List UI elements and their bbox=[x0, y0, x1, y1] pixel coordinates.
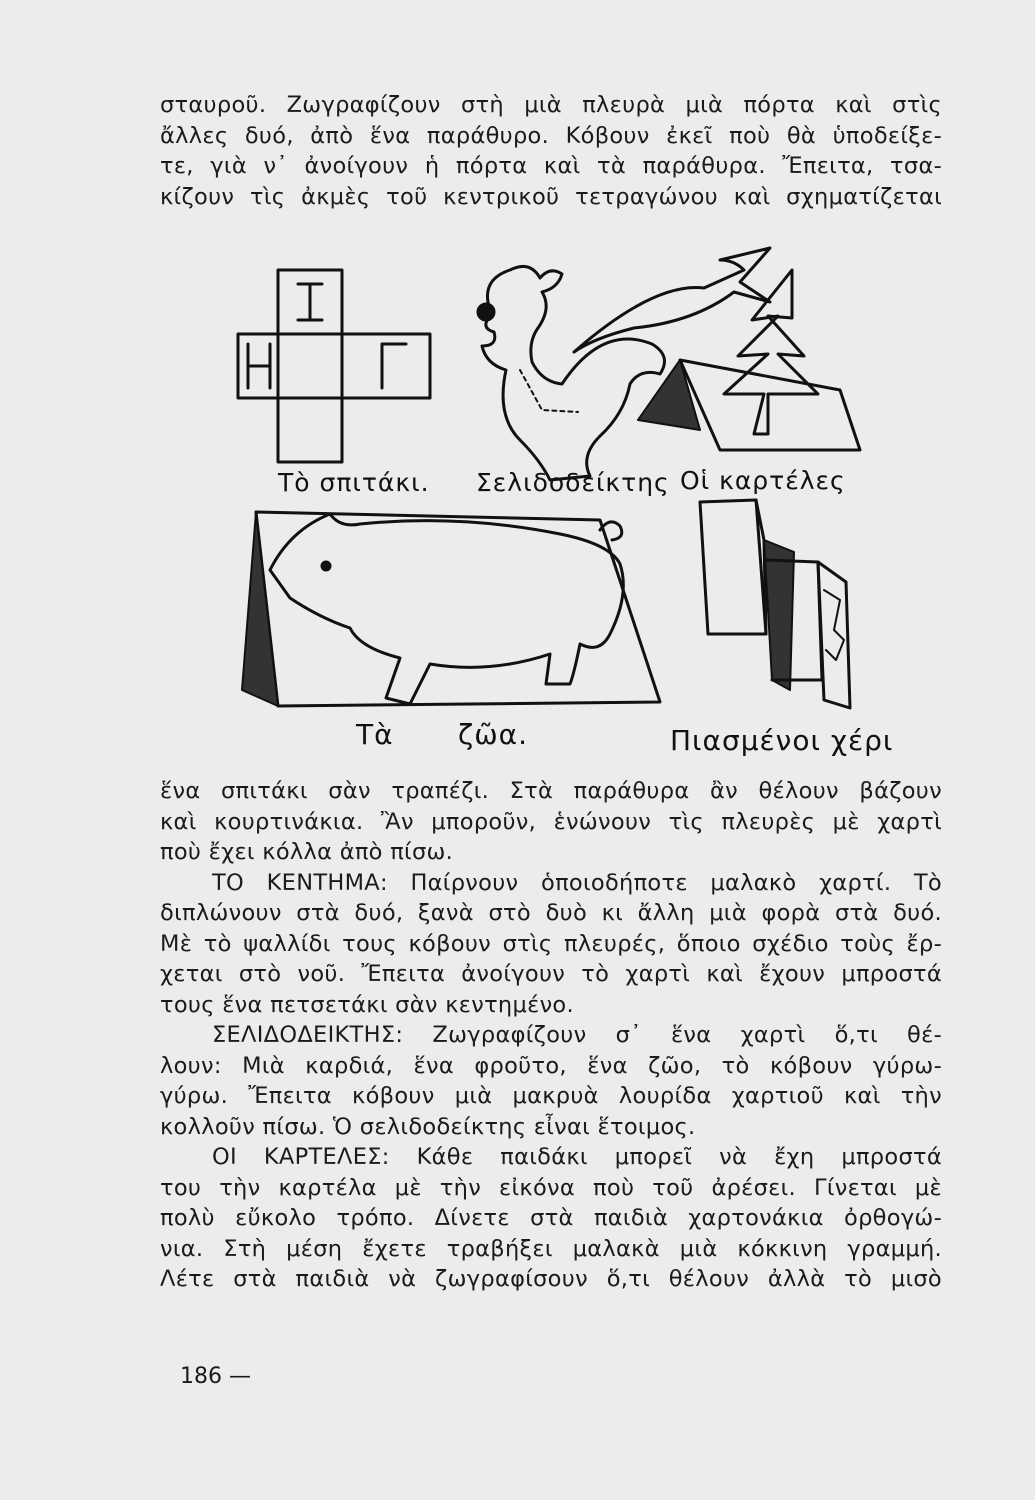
text-line: Λέτε στὰ παιδιὰ νὰ ζωγραφίσουν ὅ,τι θέλουν ἀλλὰ τὸ μισὸ bbox=[160, 1266, 942, 1292]
text-line: λουν: Μιὰ καρδιά, ἕνα φροῦτο, ἕνα ζῶο, τὸ κόβουν γύρω- bbox=[160, 1052, 942, 1079]
text-line: ΤΟ ΚΕΝΤΗΜΑ: Παίρνουν ὁποιοδήποτε μαλακὸ χαρτί. Τὸ bbox=[212, 869, 942, 896]
page-number: 186 — bbox=[180, 1364, 251, 1389]
top-paragraph bbox=[160, 90, 942, 212]
text-line: πολὺ εὔκολο τρόπο. Δίνετε στὰ παιδιὰ χαρτονάκια ὀρθογώ- bbox=[160, 1205, 942, 1231]
illustration-figure bbox=[160, 240, 942, 780]
pig-card-drawing bbox=[242, 512, 660, 706]
text-line: ἄλλες δυό, ἀπὸ ἕνα παράθυρο. Κόβουν ἐκεῖ ποὺ θὰ ὑποδείξε- bbox=[160, 122, 942, 149]
text-line: διπλώνουν στὰ δυό, ξανὰ στὸ δυὸ κι ἄλλη μιὰ φορὰ στὰ δυό. bbox=[160, 900, 942, 926]
text-line: Μὲ τὸ ψαλλίδι τους κόβουν στὶς πλευρές, ὅποιο σχέδιο τοὺς ἔρ- bbox=[160, 930, 942, 957]
hands-chain-drawing bbox=[700, 500, 850, 708]
caption-house: Τὸ σπιτάκι. bbox=[278, 468, 430, 497]
text-line: ἕνα σπιτάκι σὰν τραπέζι. Στὰ παράθυρα ἂν θέλουν βάζουν bbox=[160, 778, 942, 804]
house-net-drawing bbox=[238, 270, 430, 468]
caption-cards: Οἱ καρτέλες bbox=[680, 466, 846, 495]
text-line: τους ἕνα πετσετάκι σὰν κεντημένο. bbox=[160, 991, 574, 1018]
text-line: τε, γιὰ ν᾽ ἀνοίγουν ἡ πόρτα καὶ τὰ παράθυρα. Ἔπειτα, τσα- bbox=[160, 153, 942, 179]
illustration-drawings bbox=[160, 240, 942, 780]
text-line: ποὺ ἔχει κόλλα ἀπὸ πίσω. bbox=[160, 839, 454, 865]
caption-hands: Πιασμένοι χέρι bbox=[670, 724, 894, 757]
caption-bookmark: Σελιδοδείκτης bbox=[476, 468, 670, 497]
text-line: ΟΙ ΚΑΡΤΕΛΕΣ: Κάθε παιδάκι μπορεῖ νὰ ἔχη μπροστά bbox=[212, 1144, 942, 1170]
text-line: σταυροῦ. Ζωγραφίζουν στὴ μιὰ πλευρὰ μιὰ πόρτα καὶ στὶς bbox=[160, 92, 942, 118]
caption-animals-1: Τὰ bbox=[356, 718, 394, 751]
bottom-text bbox=[160, 776, 942, 1295]
text-line: ΣΕΛΙΔΟΔΕΙΚΤΗΣ: Ζωγραφίζουν σ᾽ ἕνα χαρτὶ ὅ,τι θέ- bbox=[212, 1022, 942, 1048]
text-line: του τὴν καρτέλα μὲ τὴν εἰκόνα ποὺ τοῦ ἀρέσει. Γίνεται μὲ bbox=[160, 1174, 942, 1201]
text-line: νια. Στὴ μέση ἔχετε τραβήξει μαλακὰ μιὰ κόκκινη γραμμή. bbox=[160, 1235, 942, 1262]
text-line: χεται στὸ νοῦ. Ἔπειτα ἀνοίγουν τὸ χαρτὶ καὶ ἔχουν μπροστά bbox=[160, 961, 942, 987]
text-line: καὶ κουρτινάκια. Ἂν μποροῦν, ἑνώνουν τὶς πλευρὲς μὲ χαρτὶ bbox=[160, 808, 942, 835]
caption-animals-2: ζῶα. bbox=[458, 718, 529, 751]
text-line: γύρω. Ἔπειτα κόβουν μιὰ μακρυὰ λουρίδα χαρτιοῦ καὶ τὴν bbox=[160, 1083, 942, 1109]
text-line: κολλοῦν πίσω. Ὁ σελιδοδείκτης εἶναι ἕτοιμος. bbox=[160, 1113, 696, 1140]
rooster-bookmark-drawing bbox=[478, 248, 770, 480]
text-line: κίζουν τὶς ἀκμὲς τοῦ κεντρικοῦ τετραγώνου καὶ σχηματίζεται bbox=[160, 183, 942, 210]
